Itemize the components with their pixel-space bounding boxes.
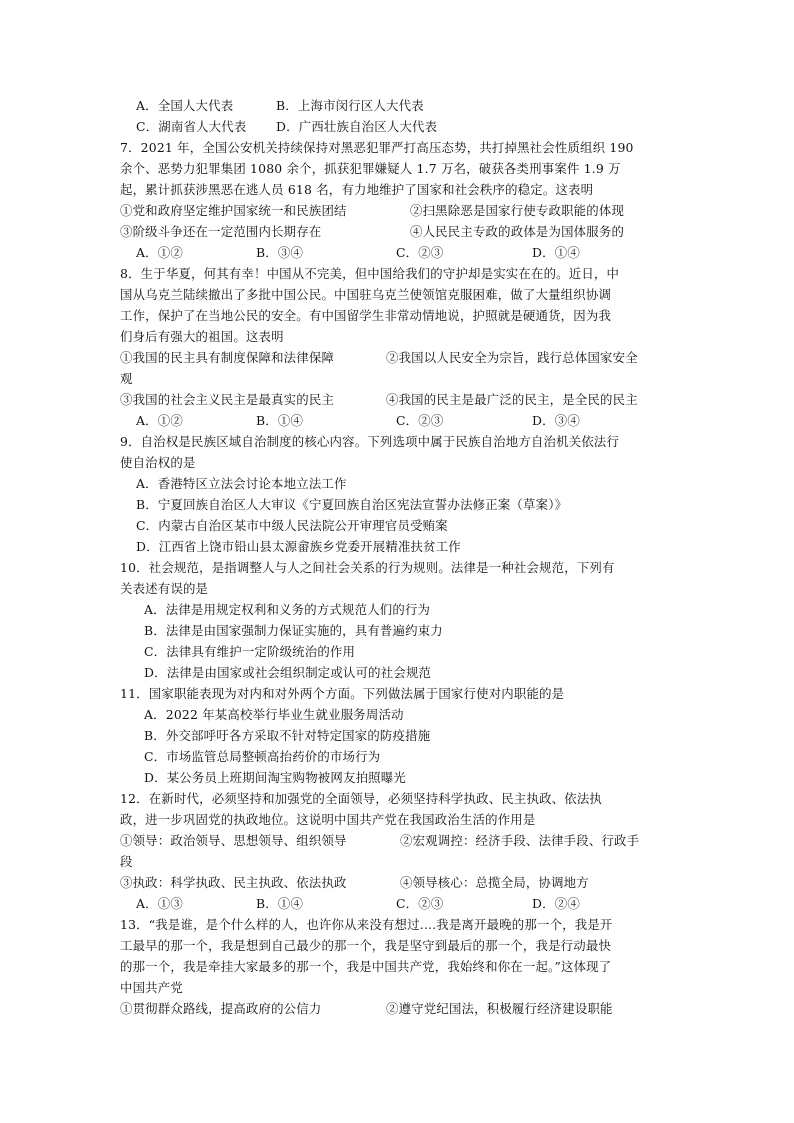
- q13-statement-1: ①贯彻群众路线，提高政府的公信力: [120, 1001, 322, 1016]
- q7-stem-line: 起，累计抓获涉黑恶在逃人员 618 名，有力地维护了国家和社会秩序的稳定。这表明: [120, 182, 594, 197]
- q7-choice-d: D．①④: [532, 245, 580, 260]
- q12-statement-2-wrap: 段: [120, 854, 133, 869]
- q9-choice-c: C．内蒙古自治区某市中级人民法院公开审理官员受贿案: [136, 518, 448, 533]
- q10-stem-line: 关表述有误的是: [120, 581, 209, 596]
- q8-statement-1: ①我国的民主具有制度保障和法律保障: [120, 350, 335, 365]
- q7-choice-c: C．②③: [396, 245, 444, 260]
- q8-stem-line: 国从乌克兰陆续撤出了多批中国公民。中国驻乌克兰使领馆克服困难，做了大量组织协调: [120, 287, 612, 302]
- q6-option-b: B．上海市闵行区人大代表: [276, 98, 424, 113]
- q12-choice-c: C．②③: [396, 896, 444, 911]
- q8-choice-d: D．③④: [532, 413, 580, 428]
- q7-statement-1: ①党和政府坚定维护国家统一和民族团结: [120, 203, 347, 218]
- q12-stem-line: 政，进一步巩固党的执政地位。这说明中国共产党在我国政治生活的作用是: [120, 812, 536, 827]
- q10-choice-c: C．法律具有维护一定阶级统治的作用: [144, 644, 356, 659]
- q7-choice-a: A．①②: [136, 245, 183, 260]
- q13-stem-line: 中国共产党: [120, 980, 183, 995]
- q12-statement-4: ④领导核心：总揽全局，协调地方: [400, 875, 589, 890]
- q11-choice-b: B．外交部呼吁各方采取不针对特定国家的防疫措施: [144, 728, 431, 743]
- q11-stem-line: 11．国家职能表现为对内和对外两个方面。下列做法属于国家行使对内职能的是: [120, 686, 565, 701]
- q7-choice-b: B．③④: [256, 245, 304, 260]
- q8-statement-2: ②我国以人民安全为宗旨，践行总体国家安全: [386, 350, 638, 365]
- q12-statement-3: ③执政：科学执政、民主执政、依法执政: [120, 875, 347, 890]
- q11-choice-a: A．2022 年某高校举行毕业生就业服务周活动: [144, 707, 404, 722]
- q8-stem-line: 们身后有强大的祖国。这表明: [120, 329, 284, 344]
- q9-choice-a: A．香港特区立法会讨论本地立法工作: [136, 476, 347, 491]
- q10-stem-line: 10．社会规范，是指调整人与人之间社会关系的行为规则。法律是一种社会规范，下列有: [120, 560, 615, 575]
- q10-choice-a: A．法律是用规定权利和义务的方式规范人们的行为: [144, 602, 431, 617]
- q6-option-a: A．全国人大代表: [136, 98, 234, 113]
- q8-statement-2-wrap: 观: [120, 371, 133, 386]
- q6-option-c: C．湖南省人大代表: [136, 119, 247, 134]
- q13-stem-line: 的那一个，我是牵挂大家最多的那一个，我是中国共产党，我始终和你在一起。”这体现了: [120, 959, 612, 974]
- q13-stem-line: 13．“我是谁，是个什么样的人，也许你从来没有想过....我是离开最晚的那一个，我是开: [120, 917, 613, 932]
- q12-choice-d: D．②④: [532, 896, 580, 911]
- q12-choice-a: A．①③: [136, 896, 183, 911]
- q10-choice-b: B．法律是由国家强制力保证实施的，具有普遍约束力: [144, 623, 443, 638]
- q11-choice-d: D．某公务员上班期间淘宝购物被网友拍照曝光: [144, 770, 406, 785]
- q7-stem-line: 7．2021 年，全国公安机关持续保持对黑恶犯罪严打高压态势，共打掉黑社会性质组织 190: [120, 140, 634, 155]
- q9-choice-b: B．宁夏回族自治区人大审议《宁夏回族自治区宪法宣誓办法修正案（草案）》: [136, 497, 568, 512]
- q8-stem-line: 8．生于华夏，何其有幸！中国从不完美，但中国给我们的守护却是实实在在的。近日，中: [120, 266, 620, 281]
- q12-statement-1: ①领导：政治领导、思想领导、组织领导: [120, 833, 347, 848]
- q11-choice-c: C．市场监管总局整顿高抬药价的市场行为: [144, 749, 381, 764]
- q12-choice-b: B．①④: [256, 896, 304, 911]
- q7-stem-line: 余个、恶势力犯罪集团 1080 余个，抓获犯罪嫌疑人 1.7 万名，破获各类刑事案件 1.9 万: [120, 161, 621, 176]
- q8-statement-3: ③我国的社会主义民主是最真实的民主: [120, 392, 335, 407]
- q12-statement-2: ②宏观调控：经济手段、法律手段、行政手: [400, 833, 640, 848]
- q9-choice-d: D．江西省上饶市铅山县太源畲族乡党委开展精准扶贫工作: [136, 539, 461, 554]
- q9-stem-line: 9．自治权是民族区域自治制度的核心内容。下列选项中属于民族自治地方自治机关依法行: [120, 434, 620, 449]
- q13-stem-line: 工最早的那一个，我是想到自己最少的那一个，我是坚守到最后的那一个，我是行动最快: [120, 938, 612, 953]
- q12-stem-line: 12．在新时代，必须坚持和加强党的全面领导，必须坚持科学执政、民主执政、依法执: [120, 791, 603, 806]
- q8-stem-line: 工作，保护了在当地公民的安全。有中国留学生非常动情地说，护照就是硬通货，因为我: [120, 308, 612, 323]
- q13-statement-2: ②遵守党纪国法，积极履行经济建设职能: [386, 1001, 613, 1016]
- q7-statement-4: ④人民民主专政的政体是为国体服务的: [410, 224, 625, 239]
- q6-option-d: D．广西壮族自治区人大代表: [276, 119, 438, 134]
- q9-stem-line: 使自治权的是: [120, 455, 196, 470]
- q8-choice-b: B．①④: [256, 413, 304, 428]
- q8-choice-c: C．②③: [396, 413, 444, 428]
- q10-choice-d: D．法律是由国家或社会组织制定或认可的社会规范: [144, 665, 432, 680]
- q8-choice-a: A．①②: [136, 413, 183, 428]
- q7-statement-2: ②扫黑除恶是国家行使专政职能的体现: [410, 203, 625, 218]
- q7-statement-3: ③阶级斗争还在一定范围内长期存在: [120, 224, 322, 239]
- q8-statement-4: ④我国的民主是最广泛的民主，是全民的民主: [386, 392, 638, 407]
